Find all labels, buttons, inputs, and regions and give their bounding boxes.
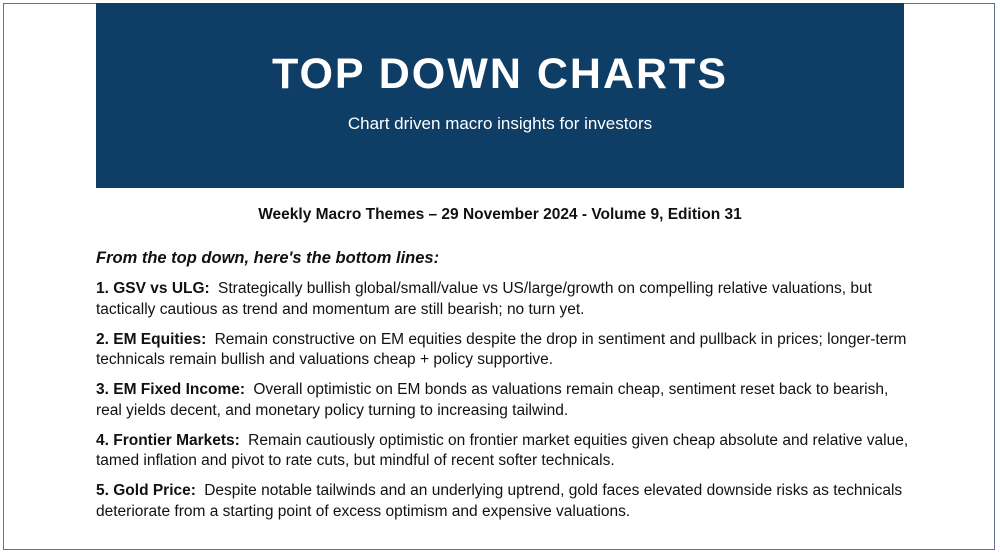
- theme-label: 1. GSV vs ULG:: [96, 280, 210, 297]
- theme-text: Overall optimistic on EM bonds as valuations remain cheap, sentiment reset back to bearish, real yields decent, and monetary policy turning to increasing tailwind.: [96, 381, 889, 419]
- brand-title: TOP DOWN CHARTS: [271, 50, 729, 98]
- theme-item: [96, 380, 916, 421]
- theme-item: [96, 330, 916, 371]
- theme-item: [96, 431, 916, 472]
- theme-text: Strategically bullish global/small/value vs US/large/growth on compelling relative valuations, but tactically cautious as trend and momentum are still bearish; no turn yet.: [96, 280, 872, 318]
- theme-label: 5. Gold Price:: [96, 482, 196, 499]
- intro-heading: From the top down, here's the bottom lines:: [96, 249, 440, 267]
- theme-item: [96, 481, 916, 522]
- theme-item: [96, 279, 916, 320]
- theme-text: Remain cautiously optimistic on frontier market equities given cheap absolute and relative value, tamed inflation and pivot to rate cuts, but mindful of recent softer technicals.: [96, 431, 909, 469]
- theme-text: Remain constructive on EM equities despite the drop in sentiment and pullback in prices; longer-term technicals remain bullish and valuations cheap + policy supportive.: [96, 330, 907, 368]
- themes-list: [96, 279, 916, 532]
- edition-line: Weekly Macro Themes – 29 November 2024 - Volume 9, Edition 31: [258, 206, 742, 223]
- theme-label: 4. Frontier Markets:: [96, 431, 240, 449]
- header-banner: [96, 3, 904, 188]
- theme-label: 3. EM Fixed Income:: [96, 381, 246, 398]
- theme-text: Despite notable tailwinds and an underlying uptrend, gold faces elevated downside risks as technicals deteriorate from a starting point of excess optimism and expensive valuations.: [96, 482, 903, 520]
- brand-subtitle: Chart driven macro insights for investors: [347, 114, 653, 133]
- theme-label: 2. EM Equities:: [96, 330, 207, 348]
